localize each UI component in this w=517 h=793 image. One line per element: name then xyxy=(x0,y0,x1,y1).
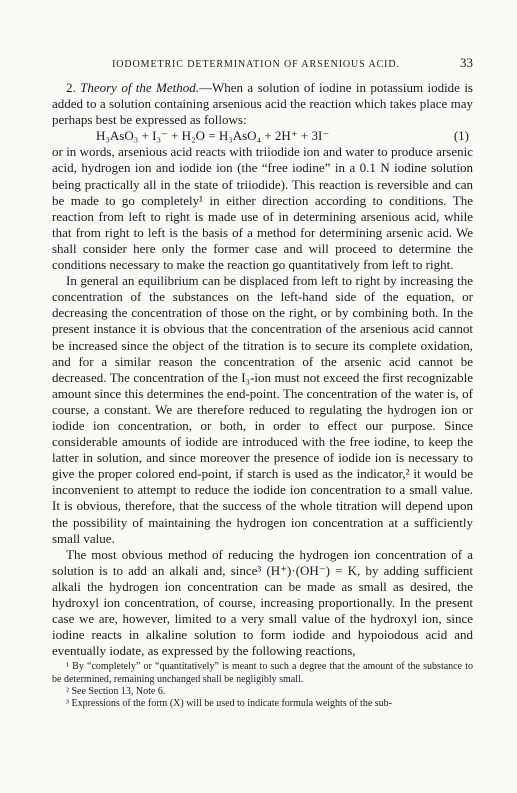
section-title: Theory of the Method. xyxy=(80,80,200,95)
equation-number: (1) xyxy=(453,128,469,144)
page-number: 33 xyxy=(460,55,473,70)
footnote-1: ¹ By “completely” or “quantitatively” is meant to such a degree that the amount of the substance to be determined, remaining unchanged shall be negligibly small. xyxy=(52,661,473,685)
footnotes xyxy=(52,661,473,710)
paragraph-text: When a solution of iodine in potassium iodide is added to a solution containing arsenious acid the reaction which takes place may perhaps best be expressed as follows: xyxy=(52,80,473,128)
page-header xyxy=(52,0,473,71)
main-text xyxy=(52,80,473,659)
section-number: 2. xyxy=(66,80,76,95)
running-title: IODOMETRIC DETERMINATION OF ARSENIOUS ACID. xyxy=(112,59,400,70)
footnote-2: ² See Section 13, Note 6. xyxy=(66,685,166,697)
equation-line xyxy=(52,128,473,144)
footnote-3: ³ Expressions of the form (X) will be used to indicate formula weights of the sub- xyxy=(66,698,392,710)
paragraph-continuation: or in words, arsenious acid reacts with triiodide ion and water to produce arsenic acid, hydrogen ion and iodide ion (the “free iodine” in a 0.1 N iodine solution being practically all in the state of triiodide). This reaction is reversible and can be made to go completely¹ in either direction according to conditions. The reaction from left to right is made use of in determining arsenious acid, while that from right to left is the basis of a method for determining arsenic acid. We shall consider here only the former case and will proceed to determine the conditions necessary to make the reaction go quantitatively from left to right. xyxy=(52,144,473,273)
paragraph-equilibrium: In general an equilibrium can be displaced from left to right by increasing the concentration of the substances on the left-hand side of the equation, or decreasing the concentration of those on the right, or by combining both. In the present instance it is obvious that the concentration of the arsenious acid cannot be increased since the object of the titration is to secure its complete oxidation, and for a similar reason the concentration of the arsenic acid cannot be decreased. The concentration of the I₃-ion must not exceed the first recognizable amount since this determines the end-point. The concentration of the water is, of course, a constant. We are therefore reduced to regulating the hydrogen ion or iodide ion concentration, or both, in order to effect our purpose. Since considerable amounts of iodide are introduced with the free iodine, to keep the latter in solution, and since moreover the presence of iodide ion is necessary to give the proper colored end-point, if starch is used as the indicator,² it would be inconvenient to attempt to reduce the iodide ion concentration to a small value. It is obvious, therefore, that the success of the whole titration will depend upon the possibility of maintaining the hydrogen ion concentration at a sufficiently small value. xyxy=(52,273,473,546)
paragraph-alkali: The most obvious method of reducing the hydrogen ion concentration of a solution is to add an alkali and, since³ (H⁺)·(OH⁻) = K, by adding sufficient alkali the hydrogen ion concentration can be made as small as desired, the hydroxyl ion concentration, of course, increasing proportionally. In the present case we are, however, limited to a very small value of the hydroxyl ion, since iodine reacts in alkaline solution to form iodide and hypoiodous acid and eventually iodate, as expressed by the following reactions, xyxy=(52,546,473,659)
section-dash: — xyxy=(199,80,213,95)
paragraph-theory xyxy=(52,80,473,128)
equation: H₃AsO₃ + I₃⁻ + H₂O = H₃AsO₄ + 2H⁺ + 3I⁻ xyxy=(96,128,330,144)
